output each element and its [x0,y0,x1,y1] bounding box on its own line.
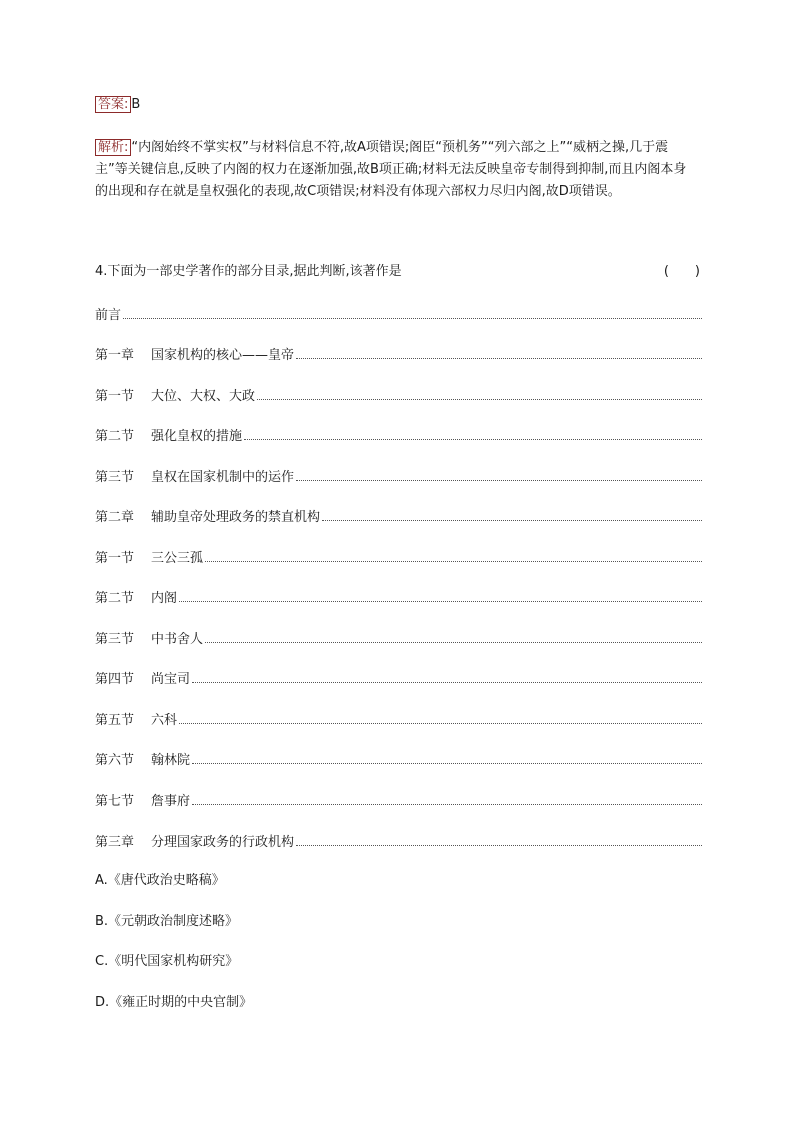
toc-label: 第六节 [95,753,135,768]
toc-leader-dots [192,750,702,764]
toc-entry [95,588,702,606]
toc-leader-dots [179,588,702,602]
toc-leader-dots [296,345,702,359]
toc-label: 第一节 [95,389,135,404]
toc-entry [95,467,702,485]
toc-leader-dots [257,386,702,400]
toc-label: 第一章 [95,348,135,363]
toc-label: 第二节 [95,429,135,444]
toc-title: 大位、大权、大政 [151,389,256,404]
toc-title: 内阁 [151,591,178,606]
toc-label: 前言 [95,308,122,323]
answer-line [95,96,140,114]
option-c: C.《明代国家机构研究》 [95,954,239,969]
analysis-label: 解析: [95,139,131,156]
toc-label: 第四节 [95,672,135,687]
toc-leader-dots [296,832,702,846]
toc-entry [95,669,702,687]
answer-label: 答案: [95,96,131,113]
answer-value: B [131,97,141,112]
toc-entry [95,629,702,647]
toc-leader-dots [205,548,702,562]
toc-label: 第五节 [95,713,135,728]
analysis-text: “内阁始终不掌实权”与材料信息不符,故A项错误;阁臣“预机务”“列六部之上”“威柄之操,几于震主”等关键信息,反映了内阁的权力在逐渐加强,故B项正确;材料无法反映皇帝专制得到抑制,而且内阁本身的出现和存在就是皇权强化的表现,故C项错误;材料没有体现六部权力尽归内阁,故D项错误。 [95,140,687,199]
toc-entry [95,791,702,809]
toc-entry [95,507,702,525]
question-line [95,263,700,281]
toc-title: 中书舍人 [151,632,204,647]
answer-parentheses: ( ) [663,264,700,279]
toc-entry [95,426,702,444]
toc-entry [95,832,702,850]
toc-label: 第七节 [95,794,135,809]
option-b: B.《元朝政治制度述略》 [95,914,239,929]
option-a: A.《唐代政治史略稿》 [95,873,225,888]
toc-label: 第三节 [95,470,135,485]
toc-entry [95,345,702,363]
toc-leader-dots [179,710,702,724]
toc-leader-dots [322,507,702,521]
toc-leader-dots [205,629,702,643]
toc-entry [95,548,702,566]
toc-title: 詹事府 [151,794,191,809]
toc-label: 第二章 [95,510,135,525]
toc-leader-dots [296,467,702,481]
question-text: 4.下面为一部史学著作的部分目录,据此判断,该著作是 [95,264,402,279]
toc-leader-dots [244,426,702,440]
toc-label: 第二节 [95,591,135,606]
toc-entry [95,305,702,323]
toc-title: 辅助皇帝处理政务的禁直机构 [151,510,321,525]
toc-title: 三公三孤 [151,551,204,566]
toc-title: 国家机构的核心——皇帝 [151,348,295,363]
toc-title: 翰林院 [151,753,191,768]
toc-title: 皇权在国家机制中的运作 [151,470,295,485]
toc-leader-dots [192,669,702,683]
toc-label: 第三节 [95,632,135,647]
toc-title: 尚宝司 [151,672,191,687]
toc-entry [95,710,702,728]
toc-title: 六科 [151,713,178,728]
option-d: D.《雍正时期的中央官制》 [95,995,253,1010]
toc-title: 分理国家政务的行政机构 [151,835,295,850]
toc-entry [95,750,702,768]
toc-label: 第一节 [95,551,135,566]
analysis-paragraph [95,137,695,203]
toc-leader-dots [192,791,702,805]
toc-title: 强化皇权的措施 [151,429,243,444]
toc-entry [95,386,702,404]
toc-leader-dots [123,305,702,319]
toc-label: 第三章 [95,835,135,850]
